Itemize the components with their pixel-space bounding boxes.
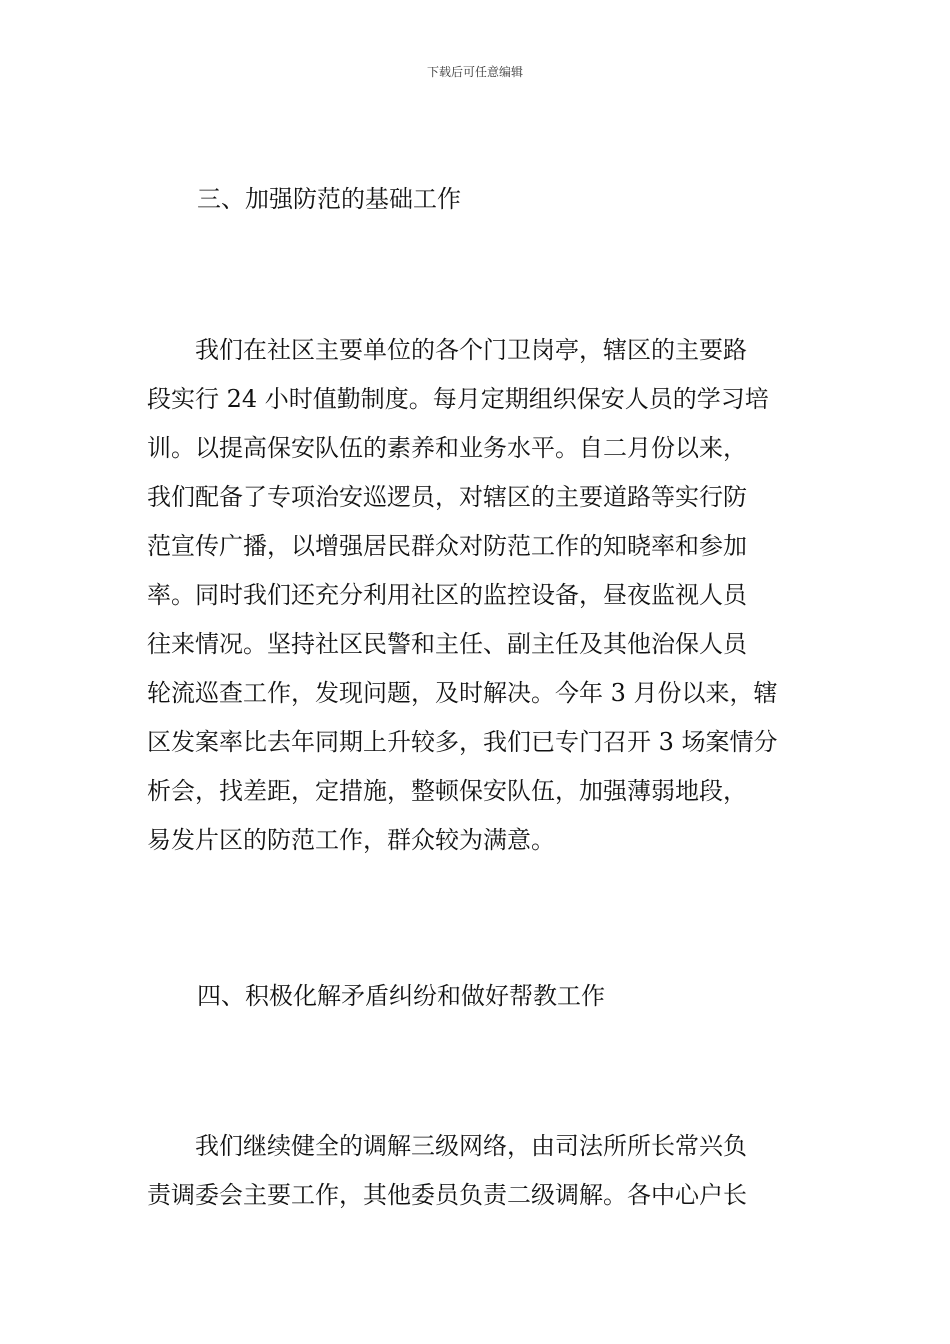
paragraph-line: 往来情况。坚持社区民警和主任、副主任及其他治保人员 — [147, 630, 747, 658]
page-header: 下载后可任意编辑 — [426, 65, 523, 79]
paragraph-line: 我们继续健全的调解三级网络，由司法所所长常兴负 — [147, 1132, 747, 1160]
paragraph-line: 段实行 24 小时值勤制度。每月定期组织保安人员的学习培 — [147, 385, 769, 413]
paragraph-line: 区发案率比去年同期上升较多，我们已专门召开 3 场案情分 — [147, 728, 778, 756]
paragraph-line: 率。同时我们还充分利用社区的监控设备，昼夜监视人员 — [147, 581, 747, 609]
paragraph-line: 范宣传广播，以增强居民群众对防范工作的知晓率和参加 — [147, 532, 747, 560]
paragraph-line: 析会，找差距，定措施，整顿保安队伍，加强薄弱地段， — [147, 777, 747, 805]
paragraph-line: 责调委会主要工作，其他委员负责二级调解。各中心户长 — [147, 1181, 747, 1209]
section-paragraph-4 — [147, 1122, 811, 1220]
paragraph-line: 易发片区的防范工作，群众较为满意。 — [147, 826, 555, 854]
paragraph-line: 轮流巡查工作，发现问题，及时解决。今年 3 月份以来，辖 — [147, 679, 778, 707]
paragraph-line: 训。以提高保安队伍的素养和业务水平。自二月份以来， — [147, 434, 747, 462]
section-paragraph-3 — [147, 326, 811, 865]
paragraph-line: 我们配备了专项治安巡逻员，对辖区的主要道路等实行防 — [147, 483, 747, 511]
section-heading-3: 三、加强防范的基础工作 — [197, 185, 461, 213]
paragraph-line: 我们在社区主要单位的各个门卫岗亭，辖区的主要路 — [147, 336, 747, 364]
section-heading-4: 四、积极化解矛盾纠纷和做好帮教工作 — [197, 982, 605, 1010]
